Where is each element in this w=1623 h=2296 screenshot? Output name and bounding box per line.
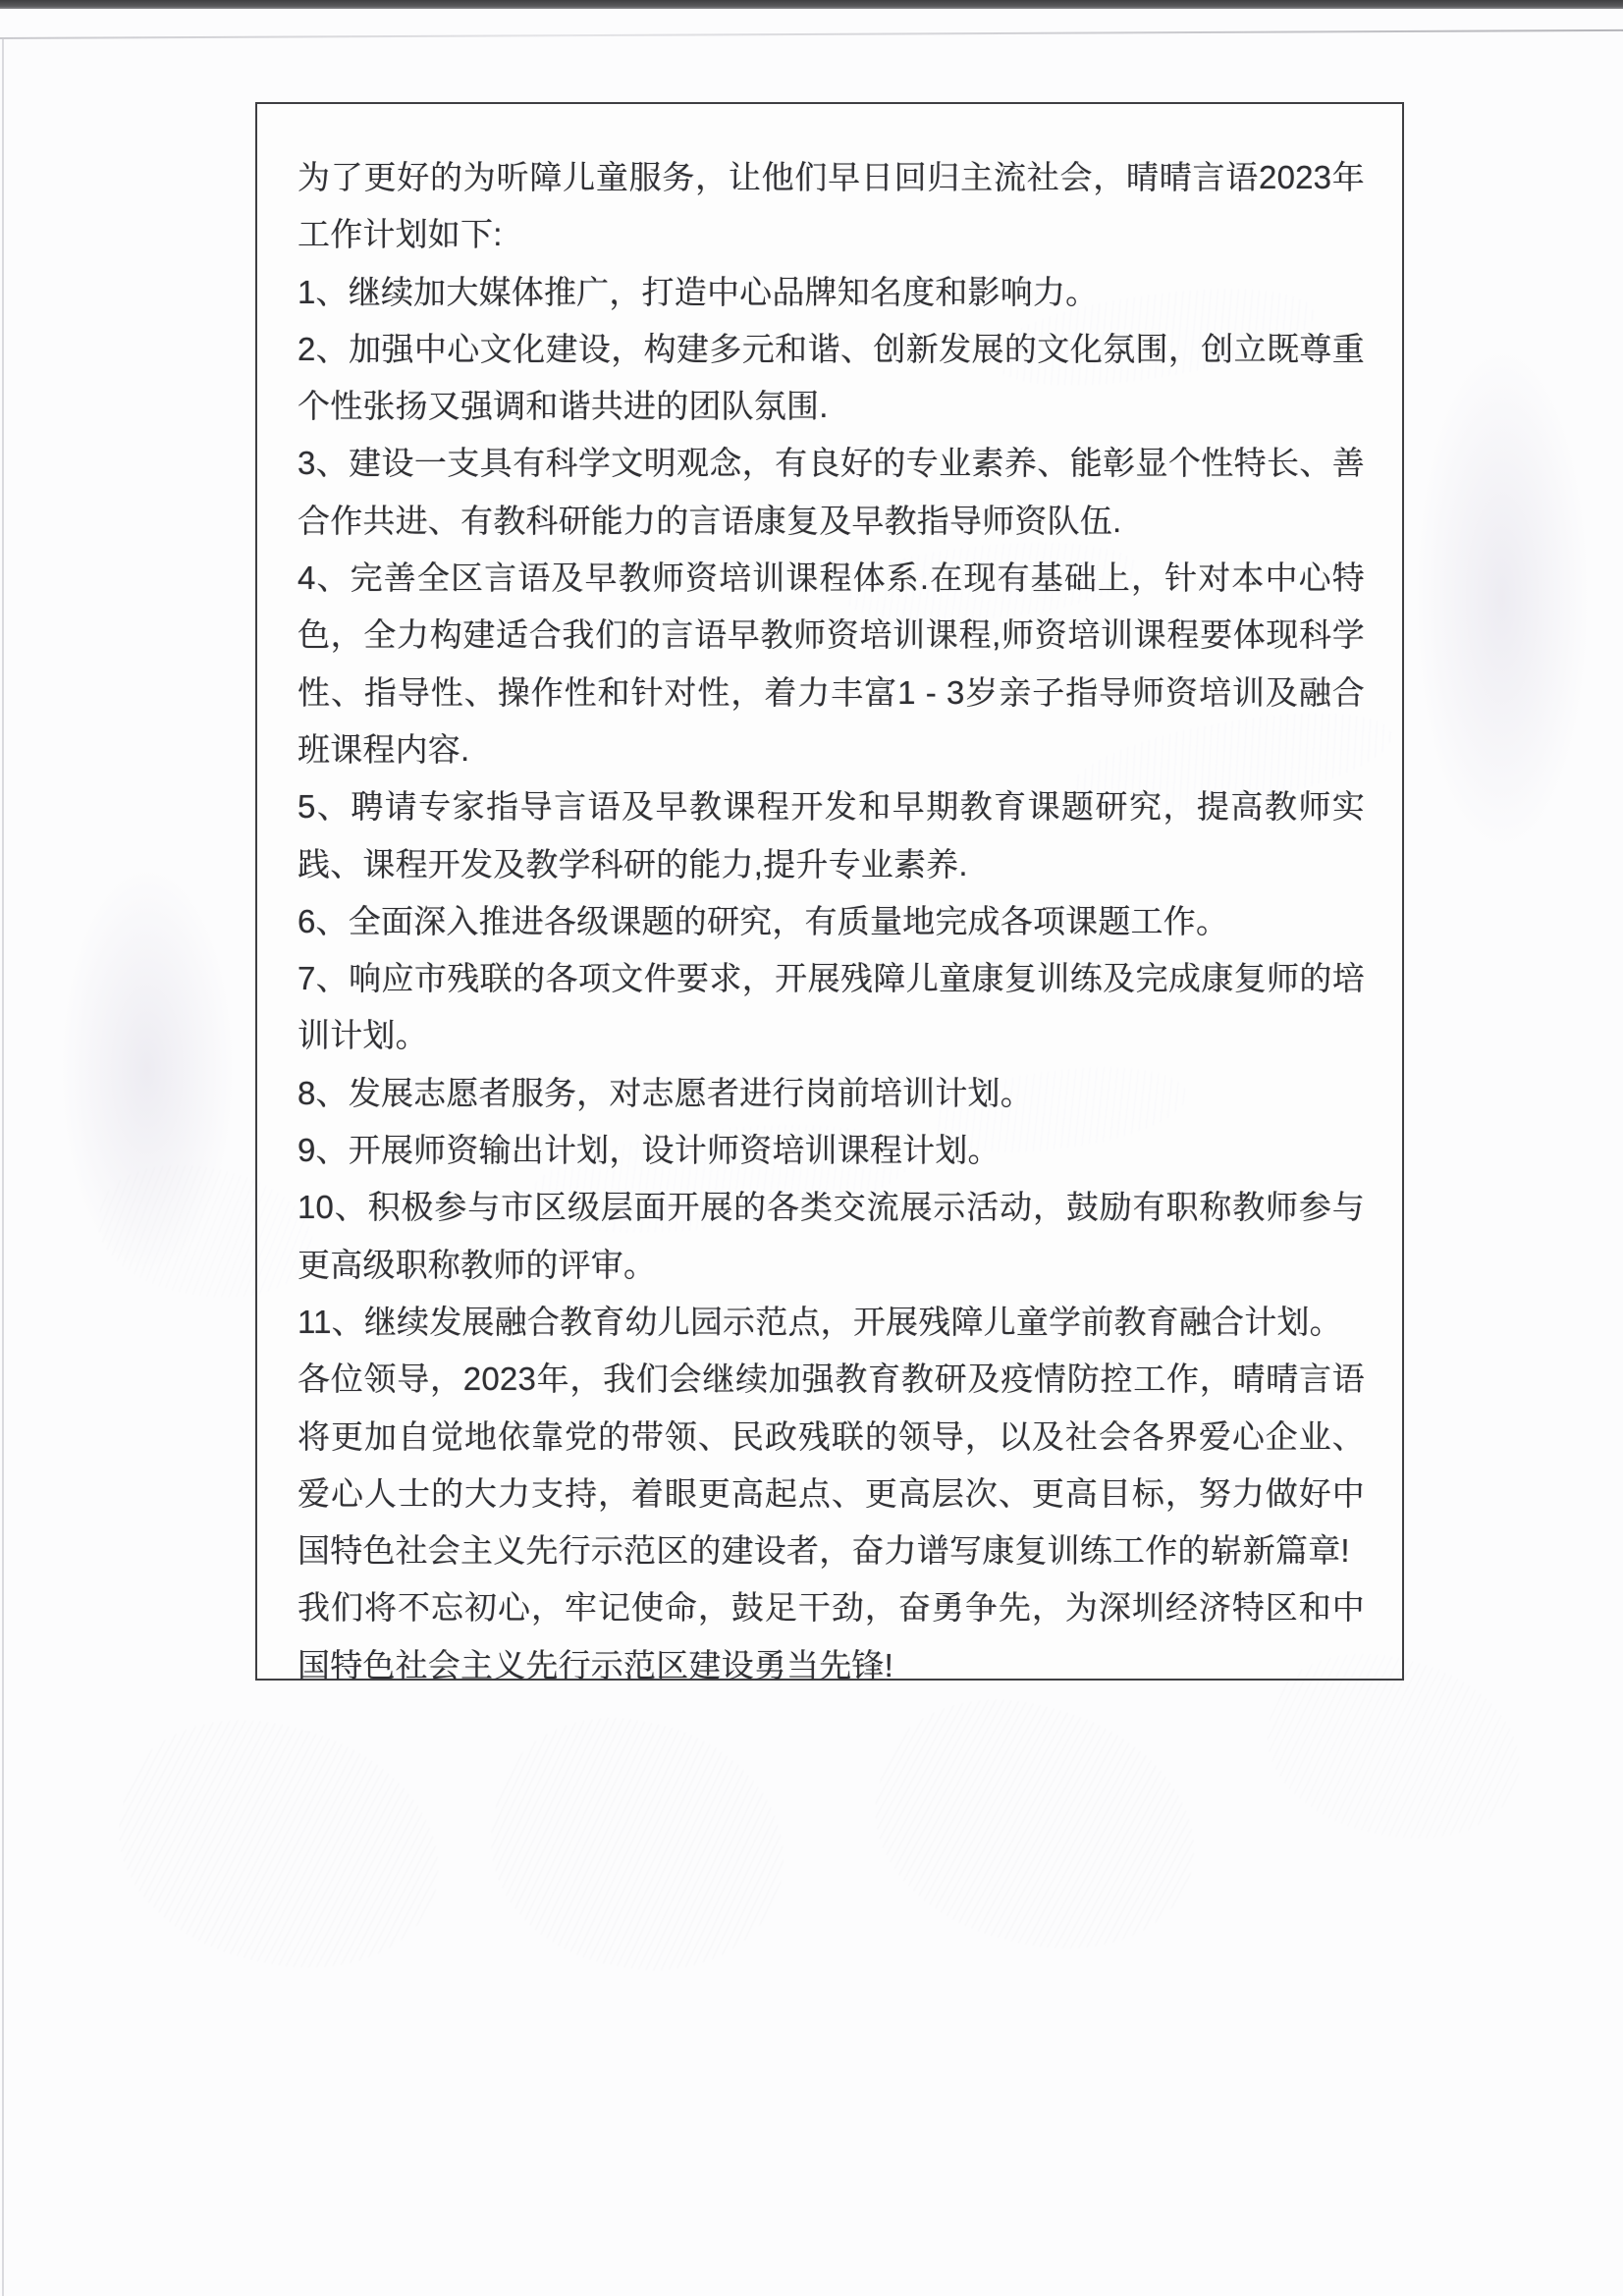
scan-smudge <box>468 1695 807 1997</box>
paragraph-item-1: 1、继续加大媒体推广，打造中心品牌知名度和影响力。 <box>298 273 1099 310</box>
paragraph-item-6: 6、全面深入推进各级课题的研究，有质量地完成各项课题工作。 <box>298 902 1229 939</box>
paragraph-item-4: 4、完善全区言语及早教师资培训课程体系.在现有基础上，针对本中心特色，全力构建适合我们的言语早教师资培训课程,师资培训课程要体现科学性、指导性、操作性和针对性，着力丰富1 - 3岁亲子指导师资培训及融合班课程内容. <box>298 560 1365 768</box>
paragraph-item-11: 11、继续发展融合教育幼儿园示范点，开展残障儿童学前教育融合计划。 <box>298 1303 1342 1340</box>
paragraph-item-5: 5、聘请专家指导言语及早教课程开发和早期教育课题研究，提高教师实践、课程开发及教学科研的能力,提升专业素养. <box>298 788 1365 882</box>
paragraph-closing: 各位领导，2023年，我们会继续加强教育教研及疫情防控工作，晴晴言语将更加自觉地依靠党的带领、民政残联的领导，以及社会各界爱心企业、爱心人士的大力支持，着眼更高起点、更高层次、更高目标，努力做好中国特色社会主义先行示范区的建设者，奋力谱写康复训练工作的崭新篇章! <box>298 1361 1365 1570</box>
document-border-frame <box>255 102 1404 1681</box>
scan-smudge <box>94 1692 465 2000</box>
paragraph-item-9: 9、开展师资输出计划，设计师资培训课程计划。 <box>298 1132 1001 1169</box>
paragraph-item-3: 3、建设一支具有科学文明观念，有良好的专业素养、能彰显个性特长、善合作共进、有教科研能力的言语康复及早教指导师资队伍. <box>298 445 1365 539</box>
scan-smudge <box>59 864 236 1276</box>
paragraph-item-7: 7、响应市残联的各项文件要求，开展残障儿童康复训练及完成康复师的培训计划。 <box>298 960 1365 1054</box>
paragraph-item-2: 2、加强中心文化建设，构建多元和谐、创新发展的文化氛围，创立既尊重个性张扬又强调和谐共进的团队氛围. <box>298 330 1365 425</box>
scan-smudge <box>1414 344 1591 854</box>
paragraph-item-8: 8、发展志愿者服务，对志愿者进行岗前培训计划。 <box>298 1074 1033 1111</box>
scanner-edge-strip <box>0 0 1623 9</box>
paragraph-intro: 为了更好的为听障儿童服务，让他们早日回归主流社会，晴晴言语2023年工作计划如下: <box>298 159 1365 253</box>
paragraph-pledge: 我们将不忘初心，牢记使命，鼓足干劲，奋勇争先，为深圳经济特区和中国特色社会主义先行示范区建设勇当先锋! <box>298 1589 1365 1683</box>
paper-top-edge <box>0 29 1623 39</box>
scan-smudge <box>849 1670 1223 1981</box>
paper-left-edge <box>2 39 4 2296</box>
paragraph-item-10: 10、积极参与市区级层面开展的各类交流展示活动，鼓励有职称教师参与更高级职称教师的评审。 <box>298 1189 1365 1283</box>
